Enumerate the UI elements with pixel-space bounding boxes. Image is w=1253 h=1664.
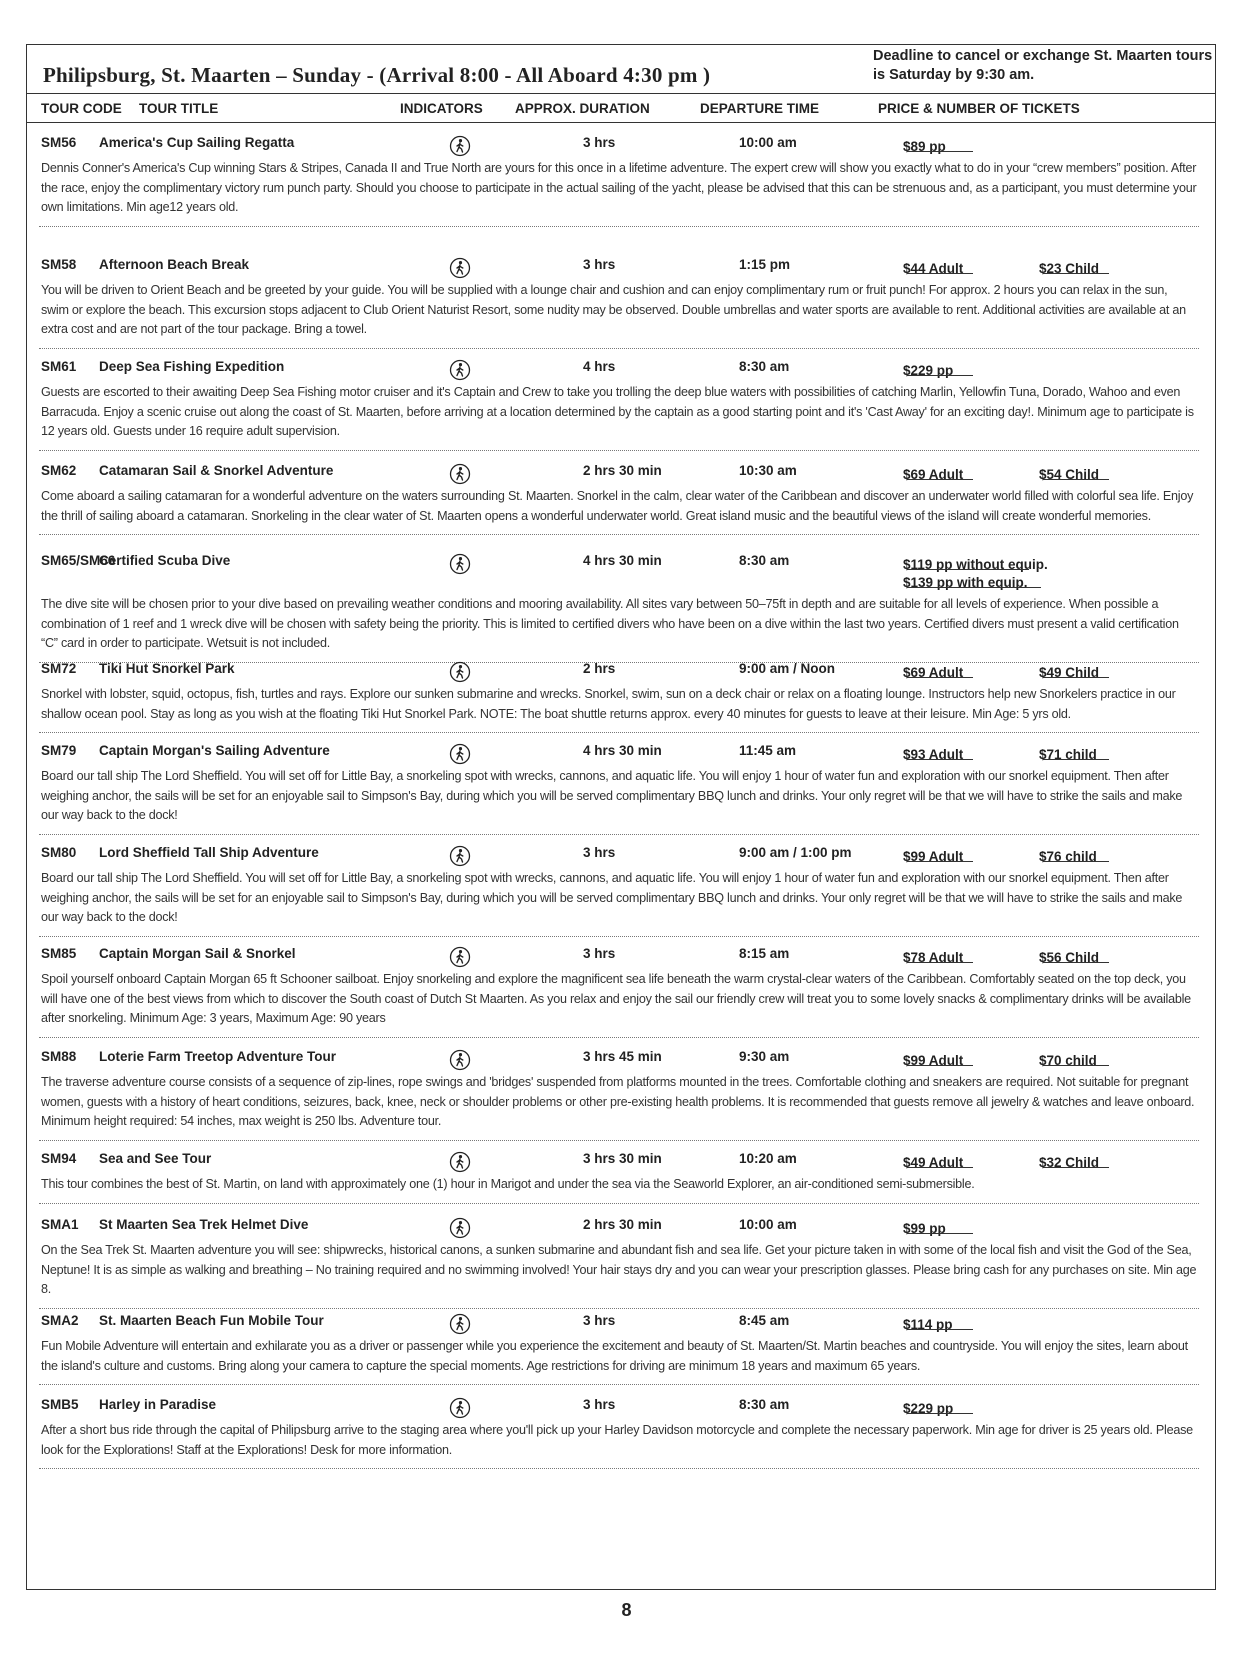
tour-departure: 8:15 am	[739, 946, 790, 961]
ticket-count-blank[interactable]	[1043, 467, 1109, 480]
col-tour-code: TOUR CODE	[41, 101, 122, 116]
tour-code: SM61	[41, 359, 77, 374]
tour-code: SM58	[41, 257, 77, 272]
tour-description: Guests are escorted to their awaiting Deep Sea Fishing motor cruiser and it's Captain and Crew to take you trolling the deep blue waters with possibilities of catching Marlin, Yellowfin Tuna, Dorado, Wahoo and even Barracuda. Enjoy a scenic cruise out along the coast of St. Maarten, before arriving at a location determined by the captain as a good starting point and it's 'Cast Away' for an exciting day!. Minimum age to participate is 12 years old. Guests under 16 require adult supervision.	[41, 385, 1194, 438]
col-duration: APPROX. DURATION	[515, 101, 650, 116]
tour-duration: 3 hrs	[583, 135, 616, 150]
tour-entry	[39, 253, 1199, 349]
col-departure: DEPARTURE TIME	[700, 101, 820, 116]
tour-entry	[39, 1213, 1199, 1309]
ticket-count-blank[interactable]	[1043, 1053, 1109, 1066]
col-tour-title: TOUR TITLE	[139, 101, 219, 116]
ticket-count-blank[interactable]	[1043, 261, 1109, 274]
tour-entry	[39, 131, 1199, 227]
column-header-bar	[27, 93, 1215, 123]
tour-description: Board our tall ship The Lord Sheffield. You will set off for Little Bay, a snorkeling spot with wrecks, cannons, and aquatic life. You will enjoy 1 hour of water fun and exploration with our snorkel equipment. Then after weighing anchor, the sails will be set for an enjoyable sail to Simpson's Bay, during which you will be served complimentary BBQ lunch and drinks. Your only regret will be that we will have to strike the sails and make our way back to the dock!	[41, 871, 1183, 924]
tour-departure: 8:30 am	[739, 553, 790, 568]
tour-duration: 3 hrs 30 min	[583, 1151, 662, 1166]
tour-description: On the Sea Trek St. Maarten adventure you will see: shipwrecks, historical canons, a sunken submarine and abundant fish and sea life. Get your picture taken in with some of the local fish and visit the God of the Sea, Neptune! It is as simple as walking and breathing – No training required and no swimming involved! Your hair stays dry and you can wear your prescription glasses. Please bring cash for any purchases on site. Min age 8.	[41, 1243, 1197, 1296]
tour-summary-row: SMA1 St Maarten Sea Trek Helmet Dive 2 hrs 30 min 10:00 am $99 pp	[39, 1213, 1199, 1239]
tour-departure: 11:45 am	[739, 743, 797, 758]
tour-title: America's Cup Sailing Regatta	[99, 135, 295, 150]
col-price: PRICE & NUMBER OF TICKETS	[878, 101, 1080, 116]
tour-duration: 3 hrs	[583, 1313, 616, 1328]
ticket-count-blank[interactable]	[1043, 950, 1109, 963]
ticket-count-blank[interactable]	[907, 1401, 973, 1414]
tour-title: Catamaran Sail & Snorkel Adventure	[99, 463, 334, 478]
page-title: Philipsburg, St. Maarten – Sunday - (Arrival 8:00 - All Aboard 4:30 pm )	[43, 63, 711, 87]
tour-description: After a short bus ride through the capital of Philipsburg arrive to the staging area where you'll pick up your Harley Davidson motorcycle and complete the necessary paperwork. Min age for driver is 25 years old. Please look for the Explorations! Staff at the Explorations! Desk for more information.	[41, 1423, 1193, 1457]
tour-description: This tour combines the best of St. Martin, on land with approximately one (1) hour in Marigot and under the sea via the Seaworld Explorer, an air-conditioned semi-submersible.	[41, 1177, 975, 1191]
tour-summary-row: SM58 Afternoon Beach Break 3 hrs 1:15 pm $44 Adult $23 Child	[39, 253, 1199, 279]
tour-departure: 9:00 am / Noon	[739, 661, 836, 676]
tour-code: SM56	[41, 135, 77, 150]
tour-duration: 2 hrs 30 min	[583, 463, 662, 478]
tour-departure: 10:00 am	[739, 1217, 797, 1232]
tour-description: Snorkel with lobster, squid, octopus, fish, turtles and rays. Explore our sunken submarine and wrecks. Snorkel, swim, sun on a deck chair or relax on a floating lounge. Instructors help new Snorkelers practice in our shallow ocean pool. Stay as long as you wish at the floating Tiki Hut Snorkel Park. NOTE: The boat shuttle returns approx. every 40 minutes for guests to leave at their leisure. Min Age: 5 yrs old.	[41, 687, 1176, 721]
ticket-count-blank[interactable]	[907, 261, 973, 274]
ticket-count-blank[interactable]	[1043, 849, 1109, 862]
tour-entry	[39, 549, 1199, 663]
tour-departure: 8:30 am	[739, 1397, 790, 1412]
tour-entry	[39, 1147, 1199, 1204]
tour-departure: 8:45 am	[739, 1313, 790, 1328]
tour-code: SM65/SM66	[41, 553, 116, 568]
ticket-count-blank[interactable]	[1043, 1155, 1109, 1168]
ticket-count-blank[interactable]	[907, 363, 973, 376]
tour-duration: 3 hrs 45 min	[583, 1049, 662, 1064]
tour-title: St. Maarten Beach Fun Mobile Tour	[99, 1313, 324, 1328]
deadline-line-1: Deadline to cancel or exchange St. Maarten tours	[873, 48, 1213, 64]
col-indicators: INDICATORS	[400, 101, 483, 116]
tour-title: St Maarten Sea Trek Helmet Dive	[99, 1217, 309, 1232]
tour-code: SM85	[41, 946, 77, 961]
ticket-count-blank[interactable]	[907, 747, 973, 760]
tour-duration: 4 hrs	[583, 359, 616, 374]
page-number: 8	[621, 1600, 632, 1620]
tour-summary-row: SMA2 St. Maarten Beach Fun Mobile Tour 3 hrs 8:45 am $114 pp	[39, 1309, 1199, 1335]
tour-title: Lord Sheffield Tall Ship Adventure	[99, 845, 319, 860]
tour-duration: 2 hrs 30 min	[583, 1217, 662, 1232]
ticket-count-blank[interactable]	[907, 950, 973, 963]
ticket-count-blank[interactable]	[907, 1155, 973, 1168]
tour-description: Dennis Conner's America's Cup winning Stars & Stripes, Canada II and True North are yours for this once in a lifetime adventure. The expert crew will show you exactly what to do in your “crew members” position. After the race, enjoy the complimentary victory rum punch party. Should you choose to participate in the actual sailing of the yacht, please be advised that this can be strenuous and, as a participant, you must determine your own limitations. Min age12 years old.	[41, 161, 1197, 214]
tour-code: SMB5	[41, 1397, 79, 1412]
tour-entry	[39, 355, 1199, 451]
ticket-count-blank[interactable]	[907, 467, 973, 480]
tour-departure: 9:30 am	[739, 1049, 790, 1064]
tour-summary-row: SM94 Sea and See Tour 3 hrs 30 min 10:20 am $49 Adult $32 Child	[39, 1147, 1199, 1173]
tour-departure: 9:00 am / 1:00 pm	[739, 845, 852, 860]
tour-departure: 1:15 pm	[739, 257, 791, 272]
tour-title: Harley in Paradise	[99, 1397, 217, 1412]
tour-code: SM72	[41, 661, 77, 676]
ticket-count-blank[interactable]	[907, 1053, 973, 1066]
tour-description: Spoil yourself onboard Captain Morgan 65 ft Schooner sailboat. Enjoy snorkeling and explore the magnificent sea life beneath the warm crystal-clear waters of the Caribbean. Comfortably seated on the top deck, you will have one of the best views from which to discover the South coast of Dutch St Maarten. As you relax and enjoy the sail our friendly crew will treat you to some lovely snacks & complimentary drinks will be available after snorkeling. Minimum Age: 3 years, Maximum Age: 90 years	[41, 972, 1191, 1025]
tour-duration: 3 hrs	[583, 257, 616, 272]
page-frame	[26, 44, 1216, 1590]
ticket-count-blank[interactable]	[1043, 747, 1109, 760]
tour-code: SMA1	[41, 1217, 79, 1232]
tour-duration: 4 hrs 30 min	[583, 553, 662, 568]
tour-title: Loterie Farm Treetop Adventure Tour	[99, 1049, 337, 1064]
tour-title: Deep Sea Fishing Expedition	[99, 359, 285, 374]
tour-entry	[39, 1309, 1199, 1385]
tour-entry	[39, 841, 1199, 937]
deadline-line-2: is Saturday by 9:30 am.	[873, 67, 1035, 83]
cancel-deadline-note	[873, 47, 1213, 85]
tour-duration: 4 hrs 30 min	[583, 743, 662, 758]
tour-summary-row: SM72 Tiki Hut Snorkel Park 2 hrs 9:00 am / Noon $69 Adult $49 Child	[39, 657, 1199, 683]
tour-summary-row: SM65/SM66 Certified Scuba Dive 4 hrs 30 min 8:30 am $119 pp without equip.	[41, 553, 1048, 572]
tour-summary-row: SM80 Lord Sheffield Tall Ship Adventure 3 hrs 9:00 am / 1:00 pm $99 Adult $76 child	[39, 841, 1199, 867]
tour-summary-row: SM56 America's Cup Sailing Regatta 3 hrs 10:00 am $89 pp	[39, 131, 1199, 157]
ticket-count-blank[interactable]	[907, 665, 973, 678]
tour-title: Sea and See Tour	[99, 1151, 212, 1166]
ticket-count-blank[interactable]	[907, 849, 973, 862]
tour-description: You will be driven to Orient Beach and be greeted by your guide. You will be supplied with a lounge chair and cushion and can enjoy complimentary rum or fruit punch! For approx. 2 hours you can relax in the sun, swim or explore the beach. This excursion stops adjacent to Club Orient Naturist Resort, some nudity may be observed. Double umbrellas and water sports are available to rent. Additional activities are available at an extra cost and are not part of the tour package. Bring a towel.	[41, 283, 1186, 336]
tour-summary-row: SMB5 Harley in Paradise 3 hrs 8:30 am $229 pp	[39, 1393, 1199, 1419]
tour-duration: 3 hrs	[583, 845, 616, 860]
tour-summary-row: SM79 Captain Morgan's Sailing Adventure 4 hrs 30 min 11:45 am $93 Adult $71 child	[39, 739, 1199, 765]
tour-summary-row-2: $139 pp with equip.	[39, 575, 1199, 593]
tour-departure: 10:00 am	[739, 135, 797, 150]
tour-title: Captain Morgan Sail & Snorkel	[99, 946, 296, 961]
tour-title: Afternoon Beach Break	[99, 257, 250, 272]
ticket-count-blank[interactable]	[907, 557, 1029, 570]
ticket-count-blank[interactable]	[1043, 665, 1109, 678]
tour-code: SMA2	[41, 1313, 79, 1328]
tour-title: Captain Morgan's Sailing Adventure	[99, 743, 330, 758]
ticket-count-blank[interactable]	[907, 575, 1041, 588]
tour-summary-row: SM62 Catamaran Sail & Snorkel Adventure 2 hrs 30 min 10:30 am $69 Adult $54 Child	[39, 459, 1199, 485]
ticket-count-blank[interactable]	[907, 1221, 973, 1234]
tour-code: SM62	[41, 463, 77, 478]
tour-description: Board our tall ship The Lord Sheffield. You will set off for Little Bay, a snorkeling spot with wrecks, cannons, and aquatic life. You will enjoy 1 hour of water fun and exploration with our snorkel equipment. Then after weighing anchor, the sails will be set for an enjoyable sail to Simpson's Bay, during which you will be served complimentary BBQ lunch and drinks. Your only regret will be that we will have to strike the sails and make our way back to the dock!	[41, 769, 1183, 822]
tour-departure: 8:30 am	[739, 359, 790, 374]
tour-entry	[39, 1393, 1199, 1469]
tour-summary-row: SM61 Deep Sea Fishing Expedition 4 hrs 8:30 am $229 pp	[39, 355, 1199, 381]
tour-entry	[39, 657, 1199, 733]
tour-code: SM80	[41, 845, 77, 860]
tour-summary-row: SM85 Captain Morgan Sail & Snorkel 3 hrs 8:15 am $78 Adult $56 Child	[39, 942, 1199, 968]
tour-departure: 10:20 am	[739, 1151, 797, 1166]
tour-description: The traverse adventure course consists of a sequence of zip-lines, rope swings and 'bridges' suspended from platforms mounted in the trees. Comfortable clothing and sneakers are required. Not suitable for pregnant women, guests with a history of heart conditions, seizures, back, knee, neck or shoulder problems or other pre-existing health problems. It is recommended that guests remove all jewelry & watches and leave onboard. Minimum height required: 54 inches, max weight is 250 lbs. Adventure tour.	[41, 1075, 1195, 1128]
tour-title: Certified Scuba Dive	[99, 553, 231, 568]
tour-description: Come aboard a sailing catamaran for a wonderful adventure on the waters surrounding St. Maarten. Snorkel in the calm, clear water of the Caribbean and discover an underwater world filled with colorful sea life. Enjoy the thrill of sailing aboard a catamaran. Snorkeling in the clear water of St. Maarten opens a wonderful underwater world. Great island music and the beautiful views of the island will create wonderful memories.	[41, 489, 1194, 523]
tour-code: SM79	[41, 743, 77, 758]
tour-title: Tiki Hut Snorkel Park	[99, 661, 235, 676]
tour-entry	[39, 1045, 1199, 1141]
tour-description: The dive site will be chosen prior to your dive based on prevailing weather conditions and mooring availability. All sites vary between 50–75ft in depth and are suitable for all levels of experience. When possible a combination of 1 reef and 1 wreck dive will be chosen with safety being the priority. This is limited to certified divers who have been on a dive within the last two years. Certified divers must present a valid certification “C” card in order to participate. Wetsuit is not included.	[41, 597, 1179, 650]
ticket-count-blank[interactable]	[907, 139, 973, 152]
tour-code: SM94	[41, 1151, 77, 1166]
tour-departure: 10:30 am	[739, 463, 797, 478]
tour-description: Fun Mobile Adventure will entertain and exhilarate you as a driver or passenger while you experience the excitement and beauty of St. Maarten/St. Martin beaches and countryside. You will enjoy the sites, learn about the island's culture and customs. Bring along your camera to capture the special moments. Age restrictions for driving are minimum 18 years and maximum 65 years.	[41, 1339, 1188, 1373]
tour-entry	[39, 459, 1199, 535]
tour-entry	[39, 739, 1199, 835]
tour-duration: 3 hrs	[583, 946, 616, 961]
tour-entry	[39, 942, 1199, 1038]
ticket-count-blank[interactable]	[907, 1317, 973, 1330]
tour-duration: 3 hrs	[583, 1397, 616, 1412]
tour-summary-row: SM88 Loterie Farm Treetop Adventure Tour 3 hrs 45 min 9:30 am $99 Adult $70 child	[39, 1045, 1199, 1071]
tour-code: SM88	[41, 1049, 77, 1064]
tour-duration: 2 hrs	[583, 661, 616, 676]
